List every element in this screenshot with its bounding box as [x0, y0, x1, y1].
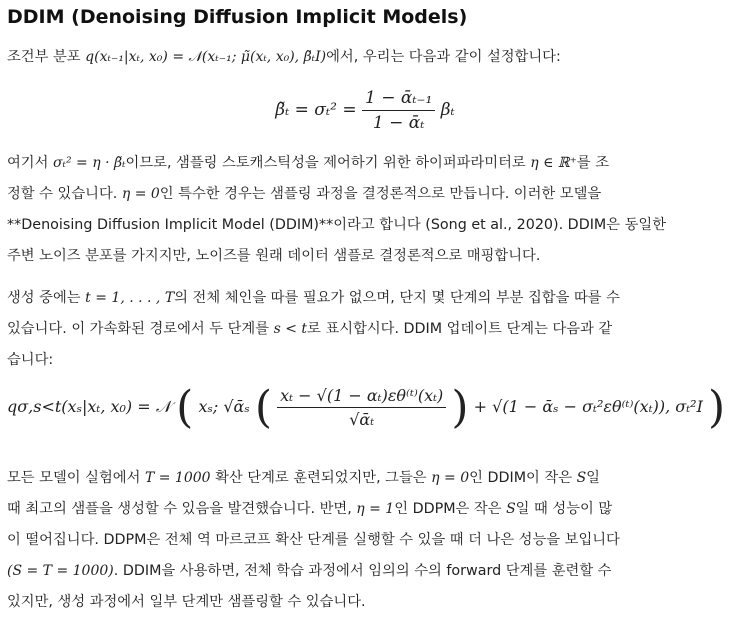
text: 를 조	[576, 155, 610, 171]
eq-tail: βₜ	[440, 100, 455, 120]
equation-ddim-update	[7, 382, 727, 433]
text: 인 DDPM은 작은	[394, 501, 507, 517]
paragraph-results	[7, 463, 719, 618]
paren-close: )	[451, 382, 469, 433]
math-inline: (S = T = 1000)	[7, 563, 114, 579]
text: 확산 단계로 훈련되었지만, 그들은	[210, 470, 432, 486]
eq-lhs: qσ,s<t(xₛ|xₜ, x₀) = 𝒩	[7, 397, 172, 416]
line	[7, 463, 719, 494]
text: 로 표시합시다. DDIM 업데이트 단계는 다음과 같	[307, 321, 613, 337]
line: 주변 노이즈 분포를 가지지만, 노이즈를 원래 데이터 샘플로 결정론적으로 매핑합니다.	[7, 248, 541, 264]
eq-numerator: 1 − ᾱₜ₋₁	[362, 88, 435, 111]
eq-denominator: √ᾱₜ	[349, 410, 375, 429]
math-inline: s < t	[273, 321, 308, 337]
eq-numerator: xₜ − √(1 − αₜ)εθ⁽ᵗ⁾(xₜ)	[277, 386, 446, 408]
text: 모든 모델이 실험에서	[7, 470, 145, 486]
text: 때 최고의 샘플을 생성할 수 있음을 발견했습니다. 반면,	[7, 501, 357, 517]
math-inline: η ∈ ℝ⁺	[530, 155, 577, 171]
line: 습니다:	[7, 352, 54, 368]
text: 인 DDIM이 작은	[469, 470, 577, 486]
text: 에서, 우리는 다음과 같이 설정합니다:	[326, 49, 561, 65]
paragraph-eta	[7, 148, 719, 272]
text: . DDIM을 사용하면, 전체 학습 과정에서 임의의 수의 forward 단계를 훈련할 수	[113, 563, 612, 579]
text: 일	[586, 470, 600, 486]
text: 인 특수한 경우는 샘플링 과정을 결정론적으로 만듭니다. 이러한 모델을	[159, 186, 602, 202]
line: 이 떨어집니다. DDPM은 전체 역 마르코프 확산 단계를 실행할 수 있을 때 더 나은 성능을 보입니다	[7, 532, 620, 548]
eq-fraction	[362, 88, 435, 133]
text: 일 때 성능이 많	[515, 501, 613, 517]
text: 이므로, 샘플링 스토캐스틱성을 제어하기 위한 하이퍼파라미터로	[125, 155, 531, 171]
text: 정할 수 있습니다.	[7, 186, 122, 202]
text: 여기서	[7, 155, 53, 171]
eq-lhs: β̃ₜ = σₜ² =	[275, 100, 357, 120]
line	[7, 314, 719, 345]
line	[7, 283, 719, 314]
paren-close: )	[707, 382, 726, 433]
math-inline: S	[576, 470, 587, 486]
math-inline: η = 0	[121, 186, 160, 202]
equation-beta-tilde	[0, 88, 730, 133]
text: 조건부 분포	[7, 49, 86, 65]
math-inline: σₜ² = η · β̃ₜ	[52, 155, 126, 171]
text: 의 전체 체인을 따를 필요가 없으며, 단지 몇 단계의 부분 집합을 따를 수	[174, 290, 620, 306]
line: 있지만, 생성 과정에서 일부 단계만 샘플링할 수 있습니다.	[7, 594, 366, 610]
math-inline: q(xₜ₋₁|xₜ, x₀) = 𝒩(xₜ₋₁; μ̃(xₜ, x₀), β̃ₜI)	[85, 49, 327, 65]
math-inline: S	[506, 501, 516, 517]
line	[7, 494, 719, 525]
paragraph-conditional	[7, 42, 719, 73]
eq-denominator: 1 − ᾱₜ	[372, 113, 425, 133]
math-inline: η = 1	[356, 501, 395, 517]
line	[7, 148, 719, 179]
paren-open: (	[254, 382, 272, 433]
math-inline: T = 1000	[144, 470, 211, 486]
paragraph-generation	[7, 283, 719, 376]
eq-fraction	[277, 386, 446, 429]
line	[7, 556, 719, 587]
math-inline: t = 1, . . . , T	[85, 290, 175, 306]
eq-rest: + √(1 − ᾱₛ − σₜ²εθ⁽ᵗ⁾(xₜ)), σₜ²I	[473, 397, 703, 416]
math-inline: η = 0	[431, 470, 470, 486]
page-title: DDIM (Denoising Diffusion Implicit Models)	[7, 6, 468, 28]
paren-open: (	[176, 382, 194, 433]
line: **Denoising Diffusion Implicit Model (DDIM)**이라고 합니다 (Song et al., 2020). DDIM은 동일한	[7, 217, 667, 233]
eq-first-term: xₛ; √ᾱₛ	[198, 397, 250, 416]
text: 있습니다. 이 가속화된 경로에서 두 단계를	[7, 321, 274, 337]
text: 생성 중에는	[7, 290, 86, 306]
line	[7, 179, 719, 210]
